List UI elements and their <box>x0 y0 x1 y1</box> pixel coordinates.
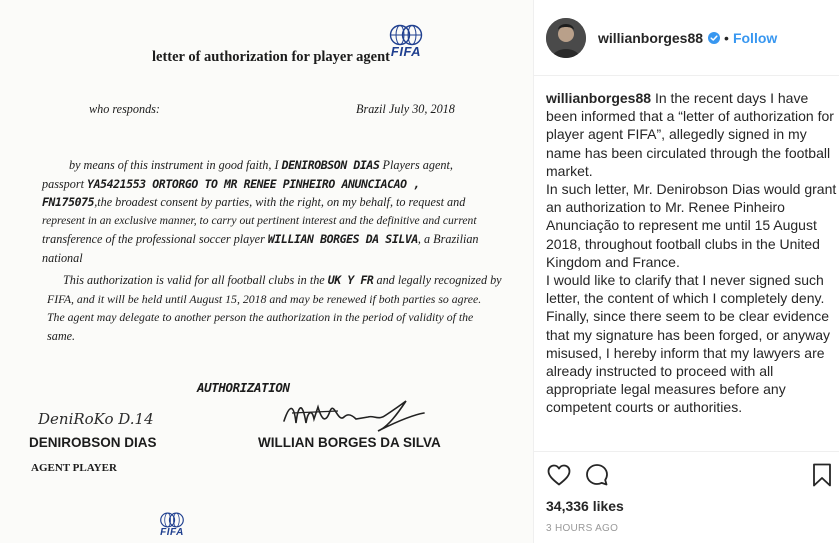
agent-signature <box>38 402 178 437</box>
fifa-logo-text: FIFA <box>390 44 422 59</box>
post-actions <box>534 451 839 543</box>
agent-role: AGENT PLAYER <box>31 462 117 474</box>
caption-username[interactable]: willianborges88 <box>546 90 652 106</box>
save-button[interactable] <box>810 462 834 488</box>
document-title: letter of authorization for player agent <box>152 49 390 65</box>
heart-icon <box>547 464 571 486</box>
authorization-label: AUTHORIZATION <box>197 380 290 395</box>
paragraph-validity: This authorization is valid for all football clubs in the UK Y FR and legally recognized by FIFA, and it will be held until August 15, 2018 and may be renewed if both parties so agree. The agent may delegate to another person the authorization in the period of validity of the same. <box>47 273 502 343</box>
signature-scribble-icon <box>38 402 178 432</box>
fifa-logo-bottom <box>159 512 185 538</box>
fifa-globe-icon <box>389 24 423 46</box>
avatar-portrait-icon <box>546 18 586 58</box>
signature-stroke-icon <box>278 393 428 435</box>
post-header <box>534 0 839 76</box>
comment-button[interactable] <box>584 462 610 488</box>
agent-name: DENIROBSON DIAS <box>29 435 157 450</box>
avatar[interactable] <box>546 18 586 58</box>
svg-text:DeniRoKo D.14: DeniRoKo D.14 <box>38 410 154 428</box>
place-date: Brazil July 30, 2018 <box>356 102 455 116</box>
player-name: WILLIAN BORGES DA SILVA <box>258 435 441 450</box>
player-signature <box>278 393 428 440</box>
fifa-logo-text: FIFA <box>160 527 184 538</box>
bookmark-icon <box>812 463 832 487</box>
header-separator: • <box>724 29 729 46</box>
follow-button[interactable]: Follow <box>732 29 778 46</box>
header-user-row <box>598 30 777 46</box>
post-side-panel <box>533 0 839 543</box>
verified-badge-icon <box>708 32 720 44</box>
paragraph-consent: by means of this instrument in good faith, I DENIROBSON DIAS Players agent, passport YA5421553 ORTORGO TO MR RENEE PINHEIRO ANUNCIACAO , FN175075,the broadest consent by parties, with the right, on my behalf, to request and represent in an exclusive manner, to carry out pertinent interest and the definitive and current transference of the professional soccer player WILLIAN BORGES DA SILVA, a Brazilian national <box>42 158 479 265</box>
likes-count[interactable]: 34,336 likes <box>546 498 624 514</box>
like-button[interactable] <box>546 462 572 488</box>
who-responds: who responds: <box>89 102 160 116</box>
header-username[interactable]: willianborges88 <box>598 29 704 46</box>
fifa-logo-top <box>389 24 423 58</box>
caption-line-3: I would like to clarify that I never signed such letter, the content of which I completely deny. <box>546 272 825 307</box>
caption-line-4: Finally, since there seem to be clear evidence that my signature has been forged, or anyway misused, I hereby inform that my lawyers are already instructed to proceed with all appropriate legal measures before any competent courts or authorities. <box>546 308 831 416</box>
caption-line-1: In the recent days I have been informed that a “letter of authorization for player agent FIFA”, allegedly signed in my name has been circulated through the football market. <box>546 90 834 179</box>
caption-line-2: In such letter, Mr. Denirobson Dias would grant an authorization to Mr. Renee Pinheiro Anunciação to represent me until 15 August 2018, throughout football clubs in the United Kingdom and France. <box>546 181 837 270</box>
comment-icon <box>585 463 609 487</box>
fifa-globe-icon <box>159 512 185 528</box>
post-timestamp[interactable]: 3 HOURS AGO <box>546 523 619 534</box>
post-caption <box>546 89 838 417</box>
